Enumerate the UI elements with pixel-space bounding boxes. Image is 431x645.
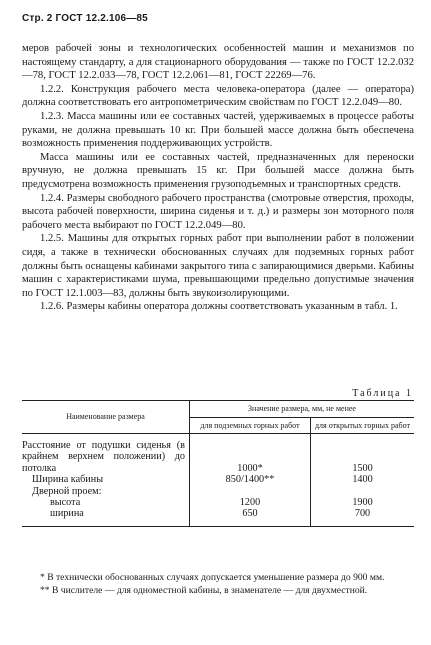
- column-group-header: Значение размера, мм, не менее: [190, 401, 415, 418]
- row-value-underground: 850/1400**: [190, 474, 311, 485]
- row-value-underground: [190, 486, 311, 497]
- footnotes: [22, 572, 414, 598]
- table-row: [22, 486, 414, 497]
- table-row: [22, 497, 414, 508]
- row-name: Расстояние от подушки сиденья (в крайнем верхнем положении) до потолка: [22, 434, 190, 475]
- row-value-underground: 1200: [190, 497, 311, 508]
- footnote-1: * В технически обоснованных случаях допускается уменьшение размера до 900 мм.: [40, 572, 385, 583]
- column-header-underground: для подземных горных работ: [190, 417, 311, 434]
- column-header-name: Наименование размера: [22, 401, 190, 434]
- table-row: [22, 474, 414, 485]
- paragraph-1-2-5: 1.2.5. Машины для открытых горных работ при выполнении работ в положении сидя, а также в технически обоснованных случаях для подземных горных работ должны быть оснащены кабинами закрытого типа с запирающимися дверьми. Кабины машин с характеристиками шума, превышающими предельно допустимые значения по ГОСТ 12.1.003—83, должны быть звукоизолирующими.: [22, 233, 414, 299]
- row-value-underground: 650: [190, 508, 311, 526]
- row-value-open: 1900: [352, 497, 373, 509]
- table-label: Таблица 1: [352, 388, 413, 399]
- page-header: Стр. 2 ГОСТ 12.2.106—85: [22, 13, 148, 24]
- paragraph-mass: Масса машины или ее составных частей, предназначенных для переноски вручную, не должна превышать 15 кг. При большей массе должна быть предусмотрена возможность применения грузоподъемных и транспортных средств.: [22, 151, 414, 190]
- paragraph-1-2-4: 1.2.4. Размеры свободного рабочего пространства (смотровые отверстия, проходы, высота рабочей поверхности, ширина сиденья и т. д.) и размеры зон моторного поля рабочего места выбирают по ГОСТ 12.2.049—80.: [22, 192, 414, 231]
- footnote-2: ** В числителе — для одноместной кабины, в знаменателе — для двухместной.: [40, 585, 368, 596]
- table-row: [22, 434, 414, 475]
- paragraph-1-2-3: 1.2.3. Масса машины или ее составных частей, удерживаемых в процессе работы руками, не должна превышать 10 кг. При большей массе должна быть обеспечена возможность применения поддерживающих устройств.: [22, 110, 414, 150]
- paragraph-1-2-6: 1.2.6. Размеры кабины оператора должны соответствовать указанным в табл. 1.: [40, 301, 398, 313]
- row-value-open: [311, 486, 415, 497]
- row-value-underground: 1000*: [190, 434, 311, 475]
- row-value-open: 700: [311, 508, 415, 526]
- column-header-open: для открытых горных работ: [311, 417, 415, 434]
- dimensions-table: [22, 400, 414, 527]
- row-value-open: 1500: [352, 462, 373, 474]
- paragraph-continuation: меров рабочей зоны и технологических особенностей машин и механизмов по настоящему стандарту, а для стационарного оборудования — также по ГОСТ 12.2.032—78, ГОСТ 12.2.033—78, ГОСТ 12.2.061—81, ГОСТ 22269—76.: [22, 43, 414, 82]
- paragraph-1-2-2: 1.2.2. Конструкция рабочего места человека-оператора (далее — оператора) должна соответствовать его антропометрическим свойствам по ГОСТ 12.2.049—80.: [22, 83, 414, 109]
- row-name: высота: [22, 497, 190, 508]
- row-name: ширина: [22, 508, 190, 526]
- row-name: Ширина кабины: [22, 474, 190, 485]
- row-name: Дверной проем:: [22, 486, 190, 497]
- table-row: [22, 508, 414, 526]
- body-text: [22, 42, 414, 314]
- row-value-open: 1400: [352, 474, 373, 486]
